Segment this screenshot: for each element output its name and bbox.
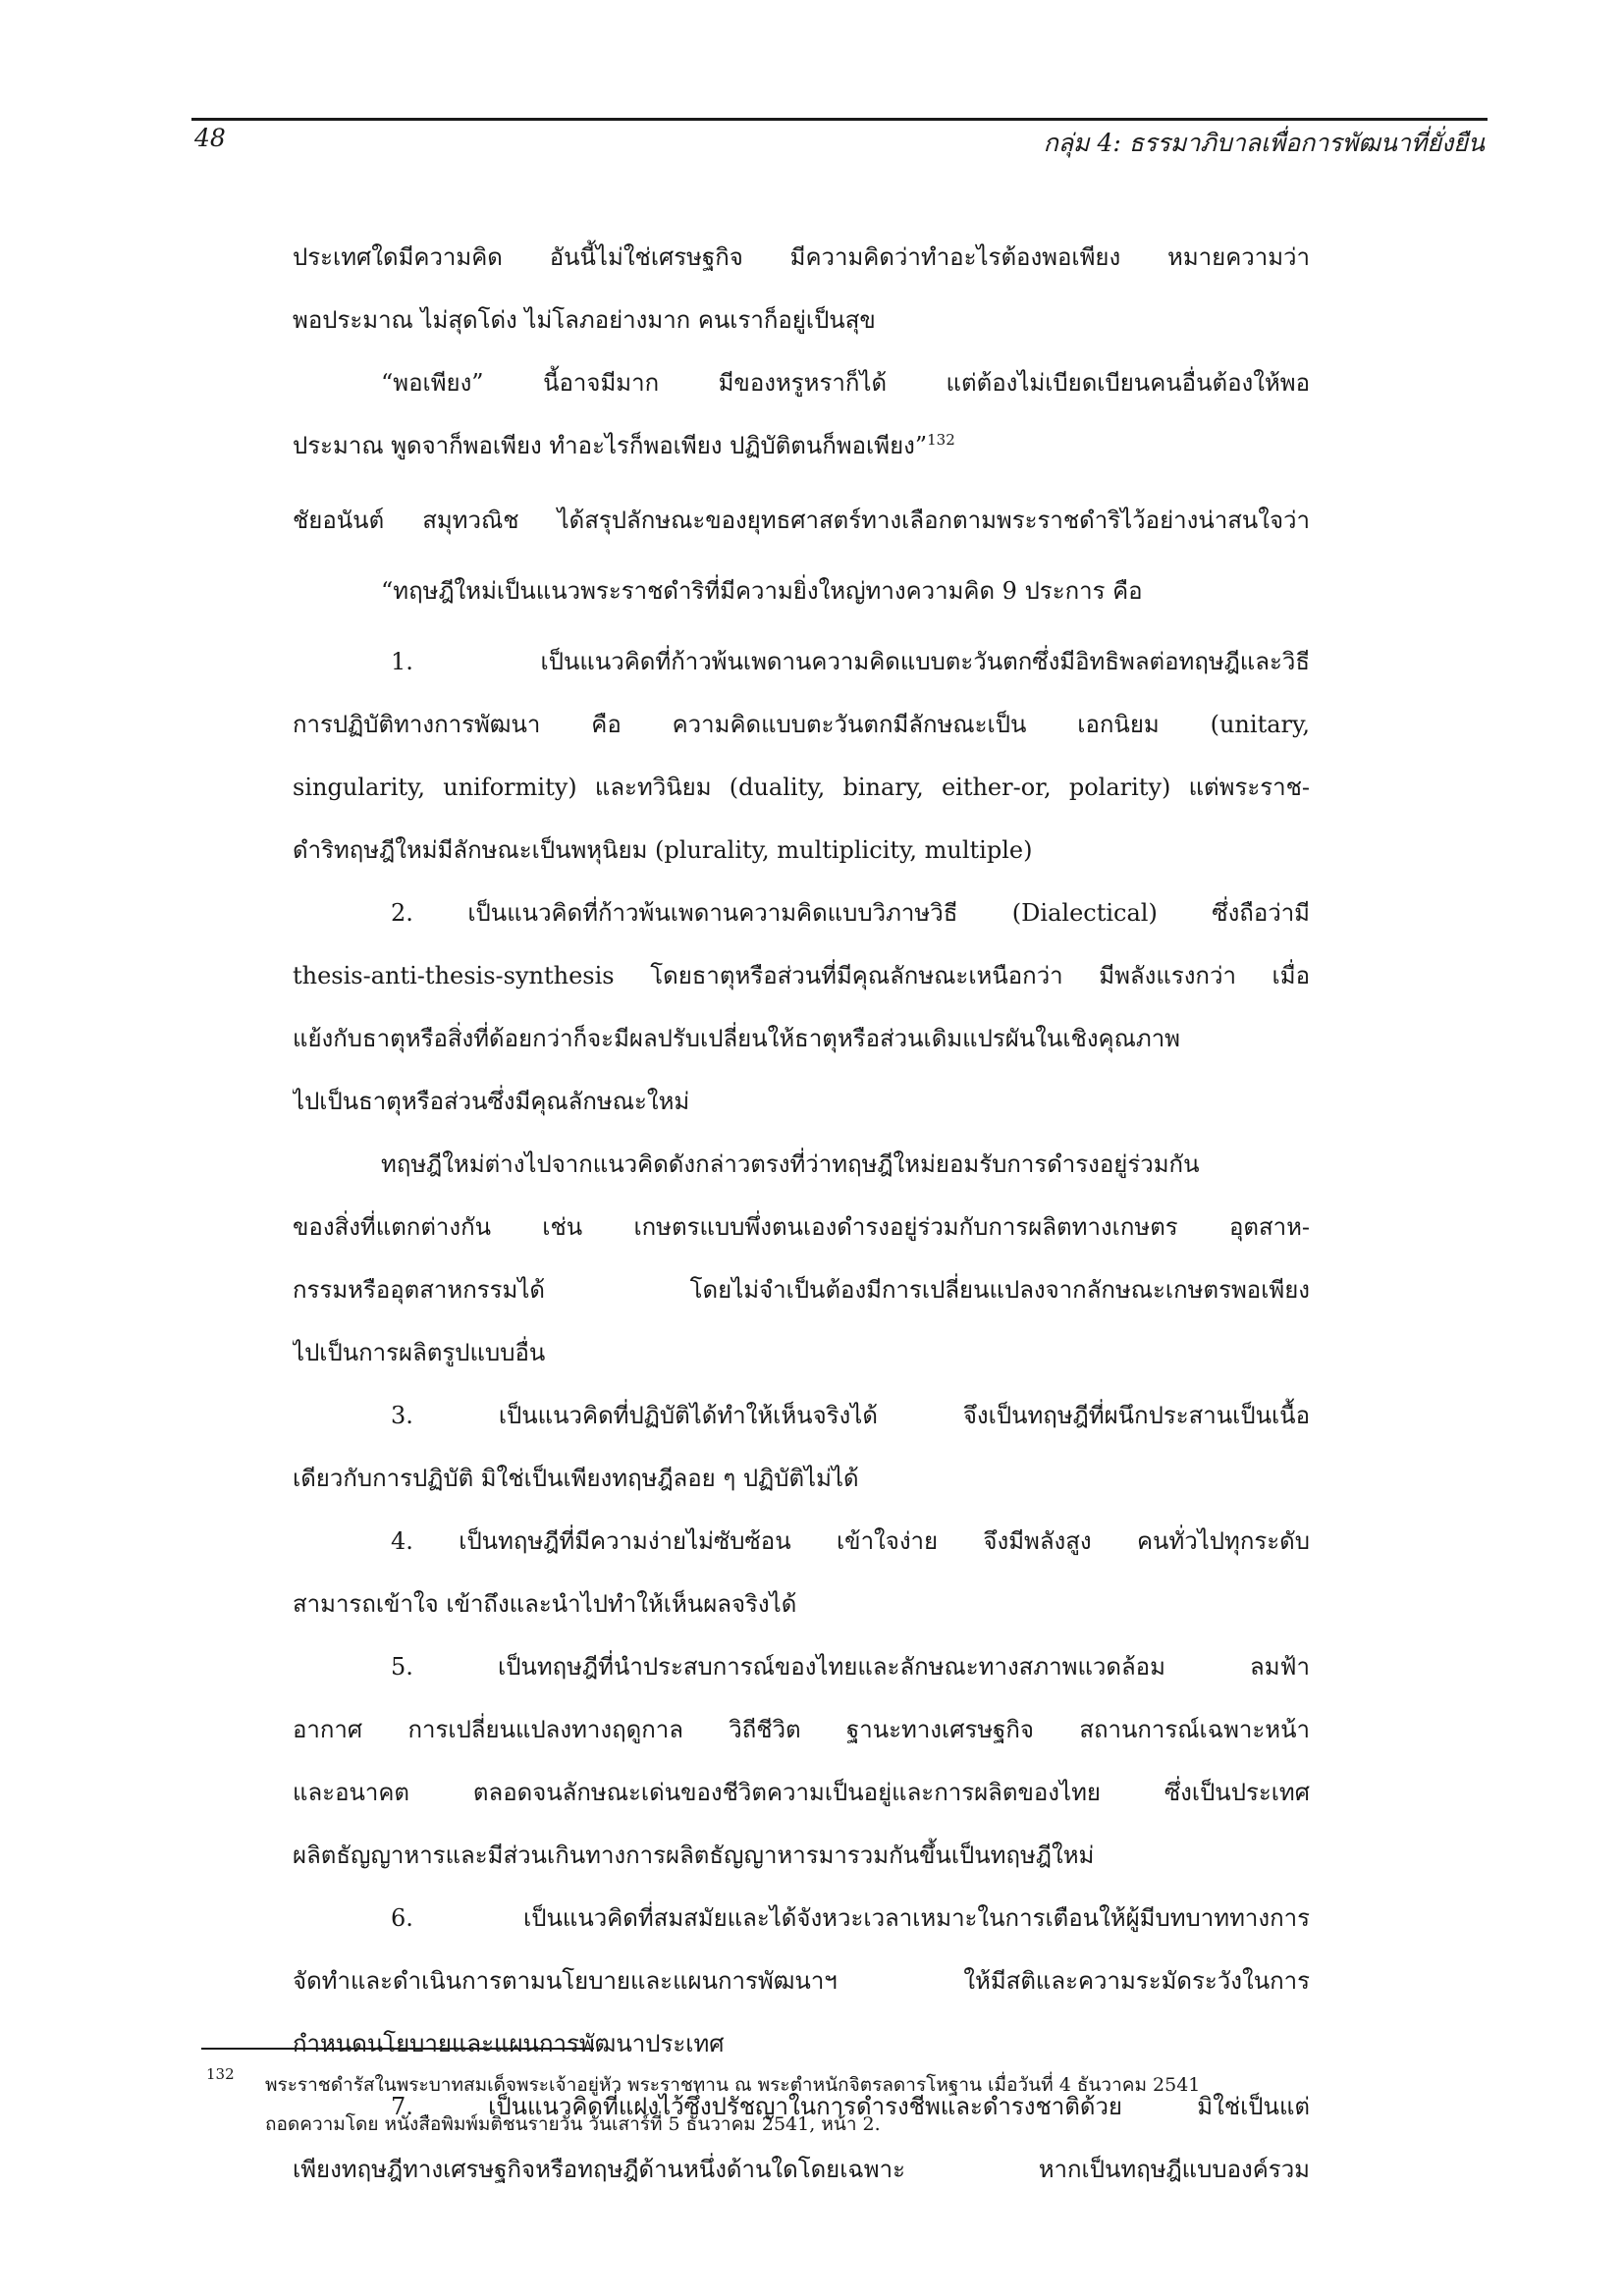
quote-opening: “ทฤษฎีใหม่เป็นแนวพระราชดำริที่มีความยิ่งใหญ่ทางความคิด 9 ประการ คือ: [381, 577, 1143, 605]
item-line: การปฏิบัติทางการพัฒนา คือ ความคิดแบบตะวันตกมีลักษณะเป็น เอกนิยม (unitary,: [293, 711, 1310, 738]
footnote-line: ถอดความโดย หนังสือพิมพ์มติชนรายวัน วันเสาร์ที่ 5 ธันวาคม 2541, หน้า 2.: [265, 2113, 881, 2135]
footnote-line: พระราชดำรัสในพระบาทสมเด็จพระเจ้าอยู่หัว พระราชทาน ณ พระตำหนักจิตรลดารโหฐาน เมื่อวันที่ 4 ธันวาคม 2541: [265, 2074, 1201, 2096]
item-line: 5. เป็นทฤษฎีที่นำประสบการณ์ของไทยและลักษณะทางสภาพแวดล้อม ลมฟ้า: [391, 1653, 1310, 1681]
item-line: thesis-anti-thesis-synthesis โดยธาตุหรือส่วนที่มีคุณลักษณะเหนือกว่า มีพลังแรงกว่า เมื่อ: [293, 962, 1310, 989]
body-text: [293, 226, 1310, 2201]
quote1-line-with-ref: [293, 414, 1310, 477]
item-line: สามารถเข้าใจ เข้าถึงและนำไปทำให้เห็นผลจริงได้: [293, 1590, 797, 1618]
footnote-reference: 132: [927, 431, 955, 449]
quote1-line-text: ประมาณ พูดจาก็พอเพียง ทำอะไรก็พอเพียง ปฏิบัติตนก็พอเพียง”: [293, 432, 928, 459]
footnote-text: [265, 2065, 1424, 2144]
item-line: ผลิตธัญญาหารและมีส่วนเกินทางการผลิตธัญญาหารมารวมกันขึ้นเป็นทฤษฎีใหม่: [293, 1842, 1095, 1869]
item-line: เดียวกับการปฏิบัติ มิใช่เป็นเพียงทฤษฎีลอย ๆ ปฏิบัติไม่ได้: [293, 1465, 859, 1492]
item-line: ทฤษฎีใหม่ต่างไปจากแนวคิดดังกล่าวตรงที่ว่าทฤษฎีใหม่ยอมรับการดำรงอยู่ร่วมกัน: [381, 1150, 1200, 1178]
item-line: 3. เป็นแนวคิดที่ปฏิบัติได้ทำให้เห็นจริงได้ จึงเป็นทฤษฎีที่ผนึกประสานเป็นเนื้อ: [391, 1402, 1310, 1429]
item-line: เพียงทฤษฎีทางเศรษฐกิจหรือทฤษฎีด้านหนึ่งด้านใดโดยเฉพาะ หากเป็นทฤษฎีแบบองค์รวม: [293, 2156, 1310, 2183]
item-line: ของสิ่งที่แตกต่างกัน เช่น เกษตรแบบพึ่งตนเองดำรงอยู่ร่วมกับการผลิตทางเกษตร อุตสาห-: [293, 1213, 1310, 1241]
item-line: ดำริทฤษฎีใหม่มีลักษณะเป็นพหุนิยม (plurality, multiplicity, multiple): [293, 836, 1033, 864]
quote1-line: “พอเพียง” นี้อาจมีมาก มีของหรูหราก็ได้ แต่ต้องไม่เบียดเบียนคนอื่นต้องให้พอ: [381, 369, 1310, 397]
item-line: 2. เป็นแนวคิดที่ก้าวพ้นเพดานความคิดแบบวิภาษวิธี (Dialectical) ซึ่งถือว่ามี: [391, 899, 1310, 927]
running-head: กลุ่ม 4: ธรรมาภิบาลเพื่อการพัฒนาที่ยั่งยืน: [1043, 129, 1485, 157]
quote1-line: ประเทศใดมีความคิด อันนี้ไม่ใช่เศรษฐกิจ มีความคิดว่าทำอะไรต้องพอเพียง หมายความว่า: [293, 243, 1310, 271]
page-number: 48: [194, 124, 226, 152]
footnote-number: 132: [206, 2065, 235, 2083]
item-line: 1. เป็นแนวคิดที่ก้าวพ้นเพดานความคิดแบบตะวันตกซึ่งมีอิทธิพลต่อทฤษฎีและวิธี: [391, 648, 1310, 675]
item-line: 7. เป็นแนวคิดที่แฝงไว้ซึ่งปรัชญาในการดำรงชีพและดำรงชาติด้วย มิใช่เป็นแต่: [391, 2093, 1310, 2120]
item-line: ไปเป็นการผลิตรูปแบบอื่น: [293, 1339, 546, 1366]
footnote-rule: [201, 2048, 594, 2050]
item-line: 4. เป็นทฤษฎีที่มีความง่ายไม่ซับซ้อน เข้าใจง่าย จึงมีพลังสูง คนทั่วไปทุกระดับ: [391, 1527, 1310, 1555]
item-line: ไปเป็นธาตุหรือส่วนซึ่งมีคุณลักษณะใหม่: [293, 1088, 690, 1115]
header-rule: [191, 118, 1488, 121]
item-line: จัดทำและดำเนินการตามนโยบายและแผนการพัฒนาฯ ให้มีสติและความระมัดระวังในการ: [293, 1967, 1310, 1995]
intro-paragraph: ชัยอนันต์ สมุทวณิช ได้สรุปลักษณะของยุทธศาสตร์ทางเลือกตามพระราชดำริไว้อย่างน่าสนใจว่า: [293, 507, 1310, 534]
item-line: กรรมหรืออุตสาหกรรมได้ โดยไม่จำเป็นต้องมีการเปลี่ยนแปลงจากลักษณะเกษตรพอเพียง: [293, 1276, 1310, 1304]
item-line: อากาศ การเปลี่ยนแปลงทางฤดูกาล วิถีชีวิต ฐานะทางเศรษฐกิจ สถานการณ์เฉพาะหน้า: [293, 1716, 1310, 1743]
item-line: singularity, uniformity) และทวินิยม (duality, binary, either-or, polarity) แต่พระราช-: [293, 774, 1310, 801]
quote1-line: พอประมาณ ไม่สุดโด่ง ไม่โลภอย่างมาก คนเราก็อยู่เป็นสุข: [293, 306, 876, 334]
item-line: กำหนดนโยบายและแผนการพัฒนาประเทศ: [293, 2030, 725, 2057]
item-line: 6. เป็นแนวคิดที่สมสมัยและได้จังหวะเวลาเหมาะในการเตือนให้ผู้มีบทบาททางการ: [391, 1904, 1310, 1932]
item-line: และอนาคต ตลอดจนลักษณะเด่นของชีวิตความเป็นอยู่และการผลิตของไทย ซึ่งเป็นประเทศ: [293, 1779, 1310, 1806]
item-line: แย้งกับธาตุหรือสิ่งที่ด้อยกว่าก็จะมีผลปรับเปลี่ยนให้ธาตุหรือส่วนเดิมแปรผันในเชิงคุณภาพ: [293, 1025, 1180, 1052]
